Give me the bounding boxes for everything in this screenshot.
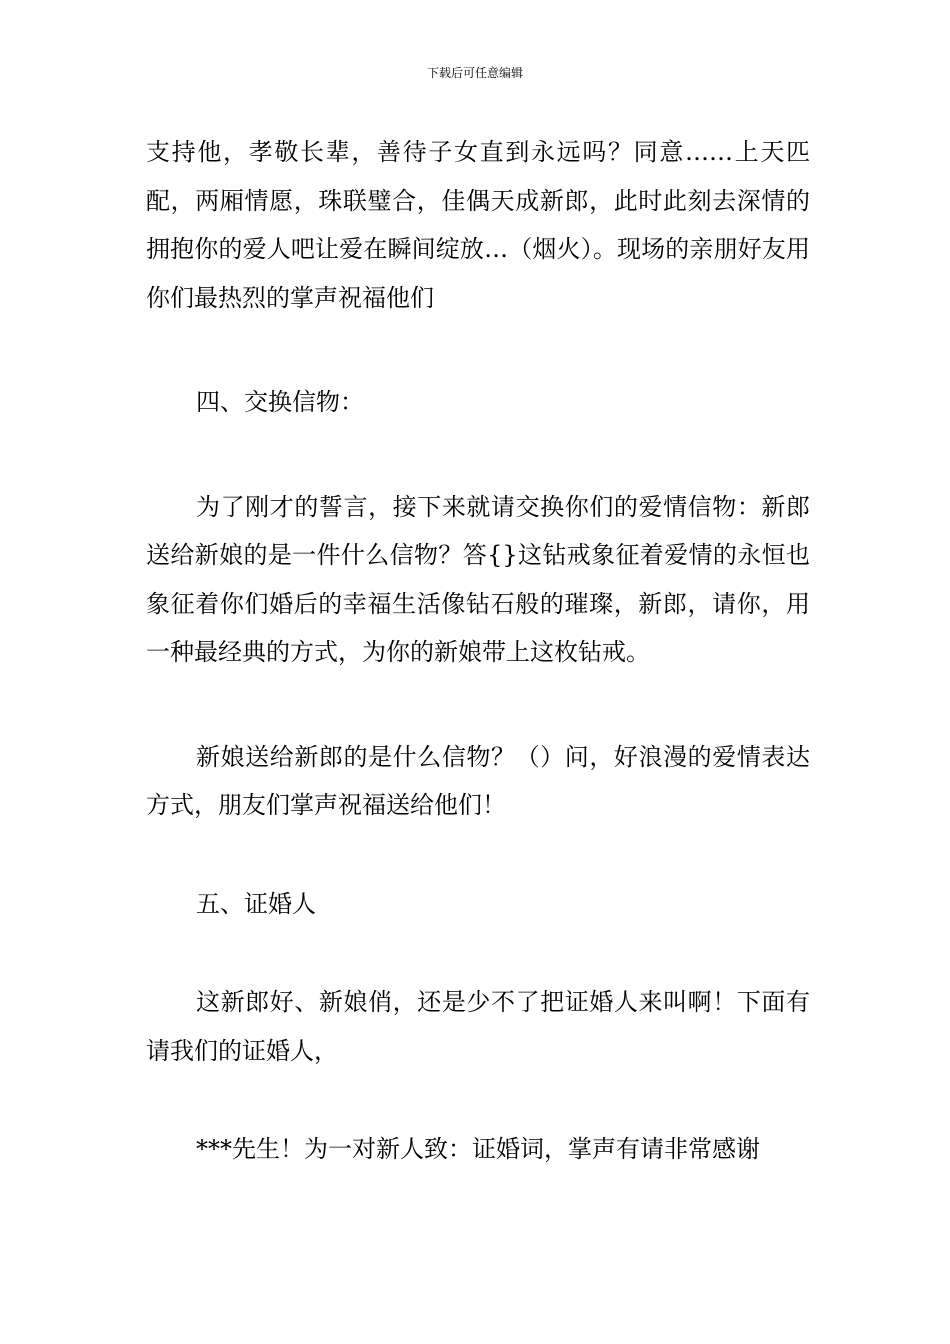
paragraph-bride-token: 新娘送给新郎的是什么信物？（）问，好浪漫的爱情表达方式，朋友们掌声祝福送给他们！ <box>146 742 810 819</box>
paragraph-vows-conclusion: 支持他，孝敬长辈，善待子女直到永远吗？同意……上天匹配，两厢情愿，珠联璧合，佳偶天成新郎，此时此刻去深情的拥抱你的爱人吧让爱在瞬间绽放…（烟火）。现场的亲朋好友用你们最热烈的掌声祝福他们 <box>146 138 810 312</box>
document-body <box>146 128 810 1174</box>
section-heading-exchange-tokens: 四、交换信物： <box>196 388 364 416</box>
page-header: 下载后可任意编辑 <box>426 66 523 80</box>
paragraph-groom-ring: 为了刚才的誓言，接下来就请交换你们的爱情信物：新郎送给新娘的是一件什么信物？答{}这钻戒象征着爱情的永恒也象征着你们婚后的幸福生活像钻石般的璀璨，新郎，请你，用一种最经典的方式，为你的新娘带上这枚钻戒。 <box>146 492 810 666</box>
paragraph-invite-witness: 这新郎好、新娘俏，还是少不了把证婚人来叫啊！下面有请我们的证婚人， <box>146 988 810 1065</box>
paragraph-witness-speech: ***先生！为一对新人致：证婚词，掌声有请非常感谢 <box>196 1135 760 1163</box>
section-heading-witness: 五、证婚人 <box>196 889 316 918</box>
